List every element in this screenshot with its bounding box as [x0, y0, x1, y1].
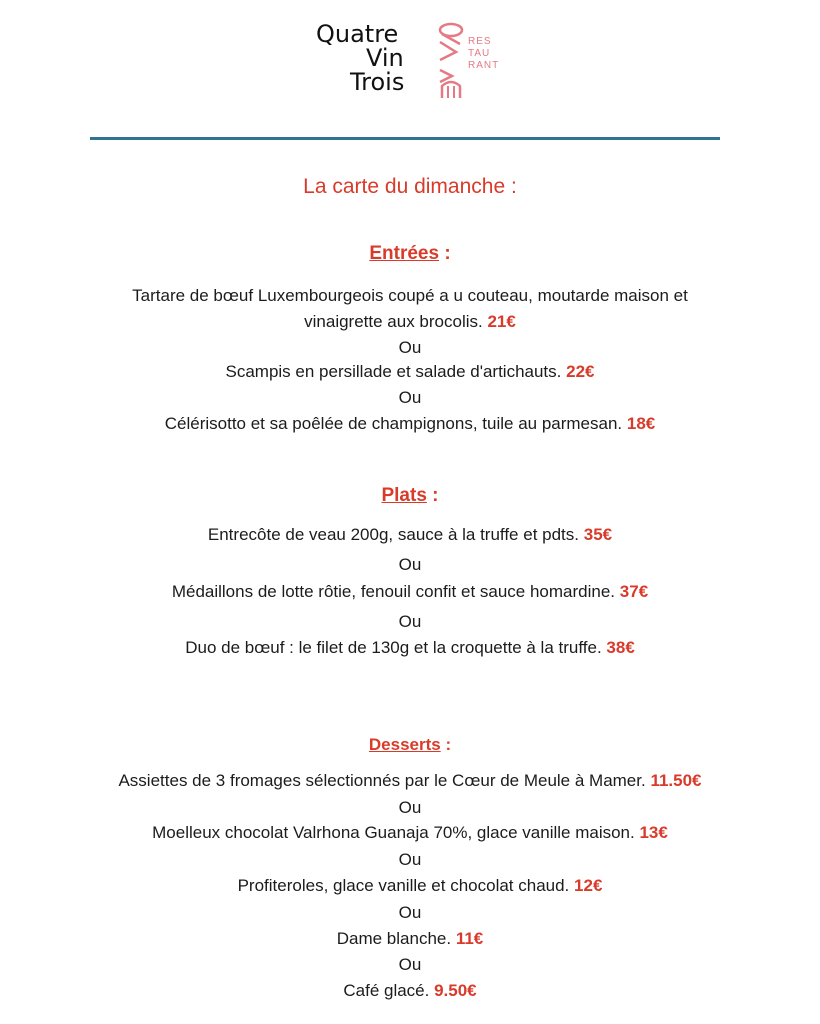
logo-wordmark — [316, 22, 404, 94]
restaurant-logo — [316, 22, 516, 102]
item-price: 21€ — [487, 312, 516, 331]
item-text: Assiettes de 3 fromages sélectionnés par le Cœur de Meule à Mamer. — [118, 771, 646, 790]
item-price: 22€ — [566, 362, 595, 381]
section-title-plats — [0, 485, 820, 507]
or-separator: Ou — [398, 903, 422, 922]
item-text: Scampis en persillade et salade d'artichauts. — [225, 362, 562, 381]
section-title-text: Plats — [381, 485, 427, 506]
logo-word-3: Trois — [350, 68, 405, 96]
or-separator: Ou — [398, 338, 422, 357]
section-title-colon: : — [440, 735, 452, 754]
menu-item-plat-1 — [0, 525, 820, 545]
logo-subtitle — [468, 36, 499, 72]
menu-item-entree-1-line-2 — [0, 312, 820, 332]
section-title-colon: : — [439, 243, 451, 264]
menu-item-dessert-4 — [0, 929, 820, 949]
item-text: Célérisotto et sa poêlée de champignons, tuile au parmesan. — [164, 414, 623, 433]
item-price: 9.50€ — [434, 981, 477, 1000]
item-price: 12€ — [574, 876, 603, 895]
or-separator: Ou — [398, 612, 422, 631]
logo-sub-1: RES — [468, 36, 492, 47]
item-text: Café glacé. — [343, 981, 430, 1000]
section-title-text: Desserts — [368, 735, 441, 754]
menu-item-dessert-1 — [0, 771, 820, 791]
header-divider — [90, 137, 720, 140]
or-separator: Ou — [398, 850, 422, 869]
item-text: Médaillons de lotte rôtie, fenouil confit et sauce homardine. — [171, 582, 616, 601]
menu-item-entree-1-line-1 — [0, 286, 820, 306]
item-text: Entrecôte de veau 200g, sauce à la truffe et pdts. — [207, 525, 579, 544]
section-title-entrees — [0, 243, 820, 265]
menu-item-plat-3 — [0, 638, 820, 658]
item-text: Moelleux chocolat Valrhona Guanaja 70%, glace vanille maison. — [152, 823, 635, 842]
menu-item-entree-2 — [0, 362, 820, 382]
item-price: 18€ — [626, 414, 656, 433]
item-price: 13€ — [639, 823, 668, 842]
section-title-text: Entrées — [369, 243, 440, 264]
logo-sub-3: RANT — [468, 60, 500, 71]
wine-glass-fork-icon — [436, 22, 466, 98]
item-text: vinaigrette aux brocolis. — [304, 312, 483, 331]
or-separator: Ou — [398, 798, 422, 817]
item-price: 35€ — [583, 525, 613, 544]
section-title-colon: : — [426, 485, 439, 506]
item-price: 38€ — [606, 638, 635, 657]
section-title-desserts — [0, 735, 820, 755]
item-text: Tartare de bœuf Luxembourgeois coupé a u couteau, moutarde maison et — [132, 286, 688, 305]
logo-sub-2: TAU — [468, 48, 491, 59]
menu-item-entree-3 — [0, 414, 820, 434]
item-text: Profiteroles, glace vanille et chocolat chaud. — [237, 876, 570, 895]
item-price: 37€ — [619, 582, 649, 601]
or-separator: Ou — [398, 955, 422, 974]
menu-item-dessert-3 — [0, 876, 820, 896]
item-text: Duo de bœuf : le filet de 130g et la croquette à la truffe. — [185, 638, 602, 657]
item-price: 11€ — [455, 929, 484, 948]
logo-word-2: Vin — [366, 44, 404, 72]
or-separator: Ou — [398, 388, 422, 407]
or-separator: Ou — [398, 555, 422, 574]
logo-word-1: Quatre — [316, 20, 399, 48]
menu-item-plat-2 — [0, 582, 820, 602]
item-price: 11.50€ — [650, 771, 702, 790]
menu-item-dessert-5 — [0, 981, 820, 1001]
item-text: Dame blanche. — [336, 929, 452, 948]
menu-item-dessert-2 — [0, 823, 820, 843]
menu-title: La carte du dimanche : — [303, 175, 517, 198]
